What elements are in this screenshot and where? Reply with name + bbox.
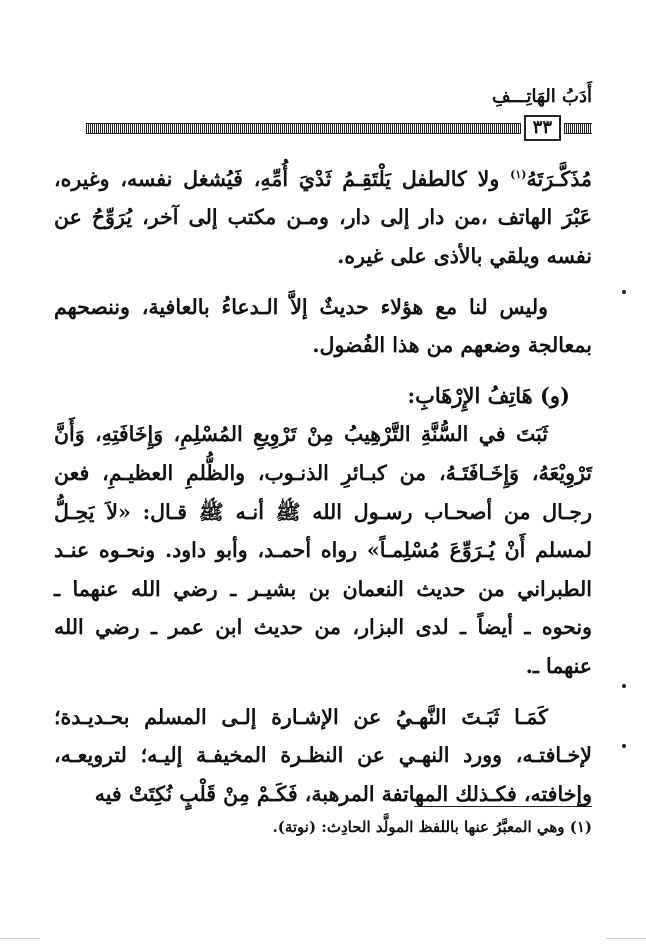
body-text [54, 156, 592, 813]
paragraph-1-text: ولا كالطفل يَلْتَقِـمُ ثَدْيَ أُمِّهِ، فَيُشغل نفسه، وغيره، عَبْرَ الهاتف ،من دار إلى دار، ومـن مكتب إلى آخر، يُرَوِّحُ عن نفسه ويلقي بالأذى على غيره. [54, 166, 592, 269]
header-rule-band-right [564, 123, 592, 134]
margin-mark-2 [622, 684, 626, 688]
paragraph-1 [54, 156, 592, 276]
page-number: ٣٣ [524, 115, 561, 141]
paragraph-3: ثَبَتَ في السُّنَّةِ التَّرْهِيبُ مِنْ تَرْوِيعِ المُسْلِمِ، وَإِخَافَتِهِ، وَأَنَّ تَرْوِيْعَهُ، وَإِخَـافَتَـهُ، من كبـائرِ الذنـوب، والظُّلمِ العظيـمِ، فعن رجـال من أصحـاب رسـول الله ﷺ أنـه ﷺ قـال: «لاَ يَحِـلُّ لمسلم أَنْ يُـرَوِّعَ مُسْلِمـاً» رواه أحمـد، وأبو داود. ونحـوه عنـد الطبراني من حديث النعمان بن بشيـر ـ رضي الله عنهما ـ ونحوه ـ أيضاً ـ لدى البزار، من حديث ابن عمر ـ رضي الله عنهما ـ. [54, 422, 592, 678]
paragraph-4: كَمَـا ثَبَـتَ النَّهـيُ عن الإشـارة إلـى المسلم بحـديـدة؛ لإخـافتـه، وورد النهـي عن النظـرة المخيفـة إليـه؛ لترويعـه، وإخافته، فكـذلك المهاتفة المرهبة، فَكَـمْ مِنْ قَلْبٍ نُكِتَتْ فيه [54, 704, 592, 806]
margin-mark-3 [622, 744, 626, 748]
footnote: (١) وهي المعبَّرُ عنها باللفظ المولَّد الحادِث: (نوتة). [272, 818, 592, 836]
footnote-ref-1: (١) [510, 168, 527, 181]
paragraph-2: وليس لنا مع هؤلاء حديثٌ إلاَّ الـدعاءُ بالعافية، وننصحهم بمعالجة وضعهم من هذا الفُضول. [54, 294, 592, 358]
running-title: أَدَبُ الهَاتِـــفِ [492, 86, 592, 107]
scan-edge-right [606, 938, 646, 939]
margin-mark-1 [622, 290, 626, 294]
paragraph-1-lead: مُذَكَّـرَتَهُ [526, 166, 593, 191]
section-heading: (و) هَاتِفُ الإِرْهَابِ: [407, 382, 570, 408]
header-rule-band-left [86, 123, 521, 134]
footnote-rule [414, 806, 592, 807]
scan-edge-left [0, 938, 40, 939]
header-rule [86, 117, 592, 138]
